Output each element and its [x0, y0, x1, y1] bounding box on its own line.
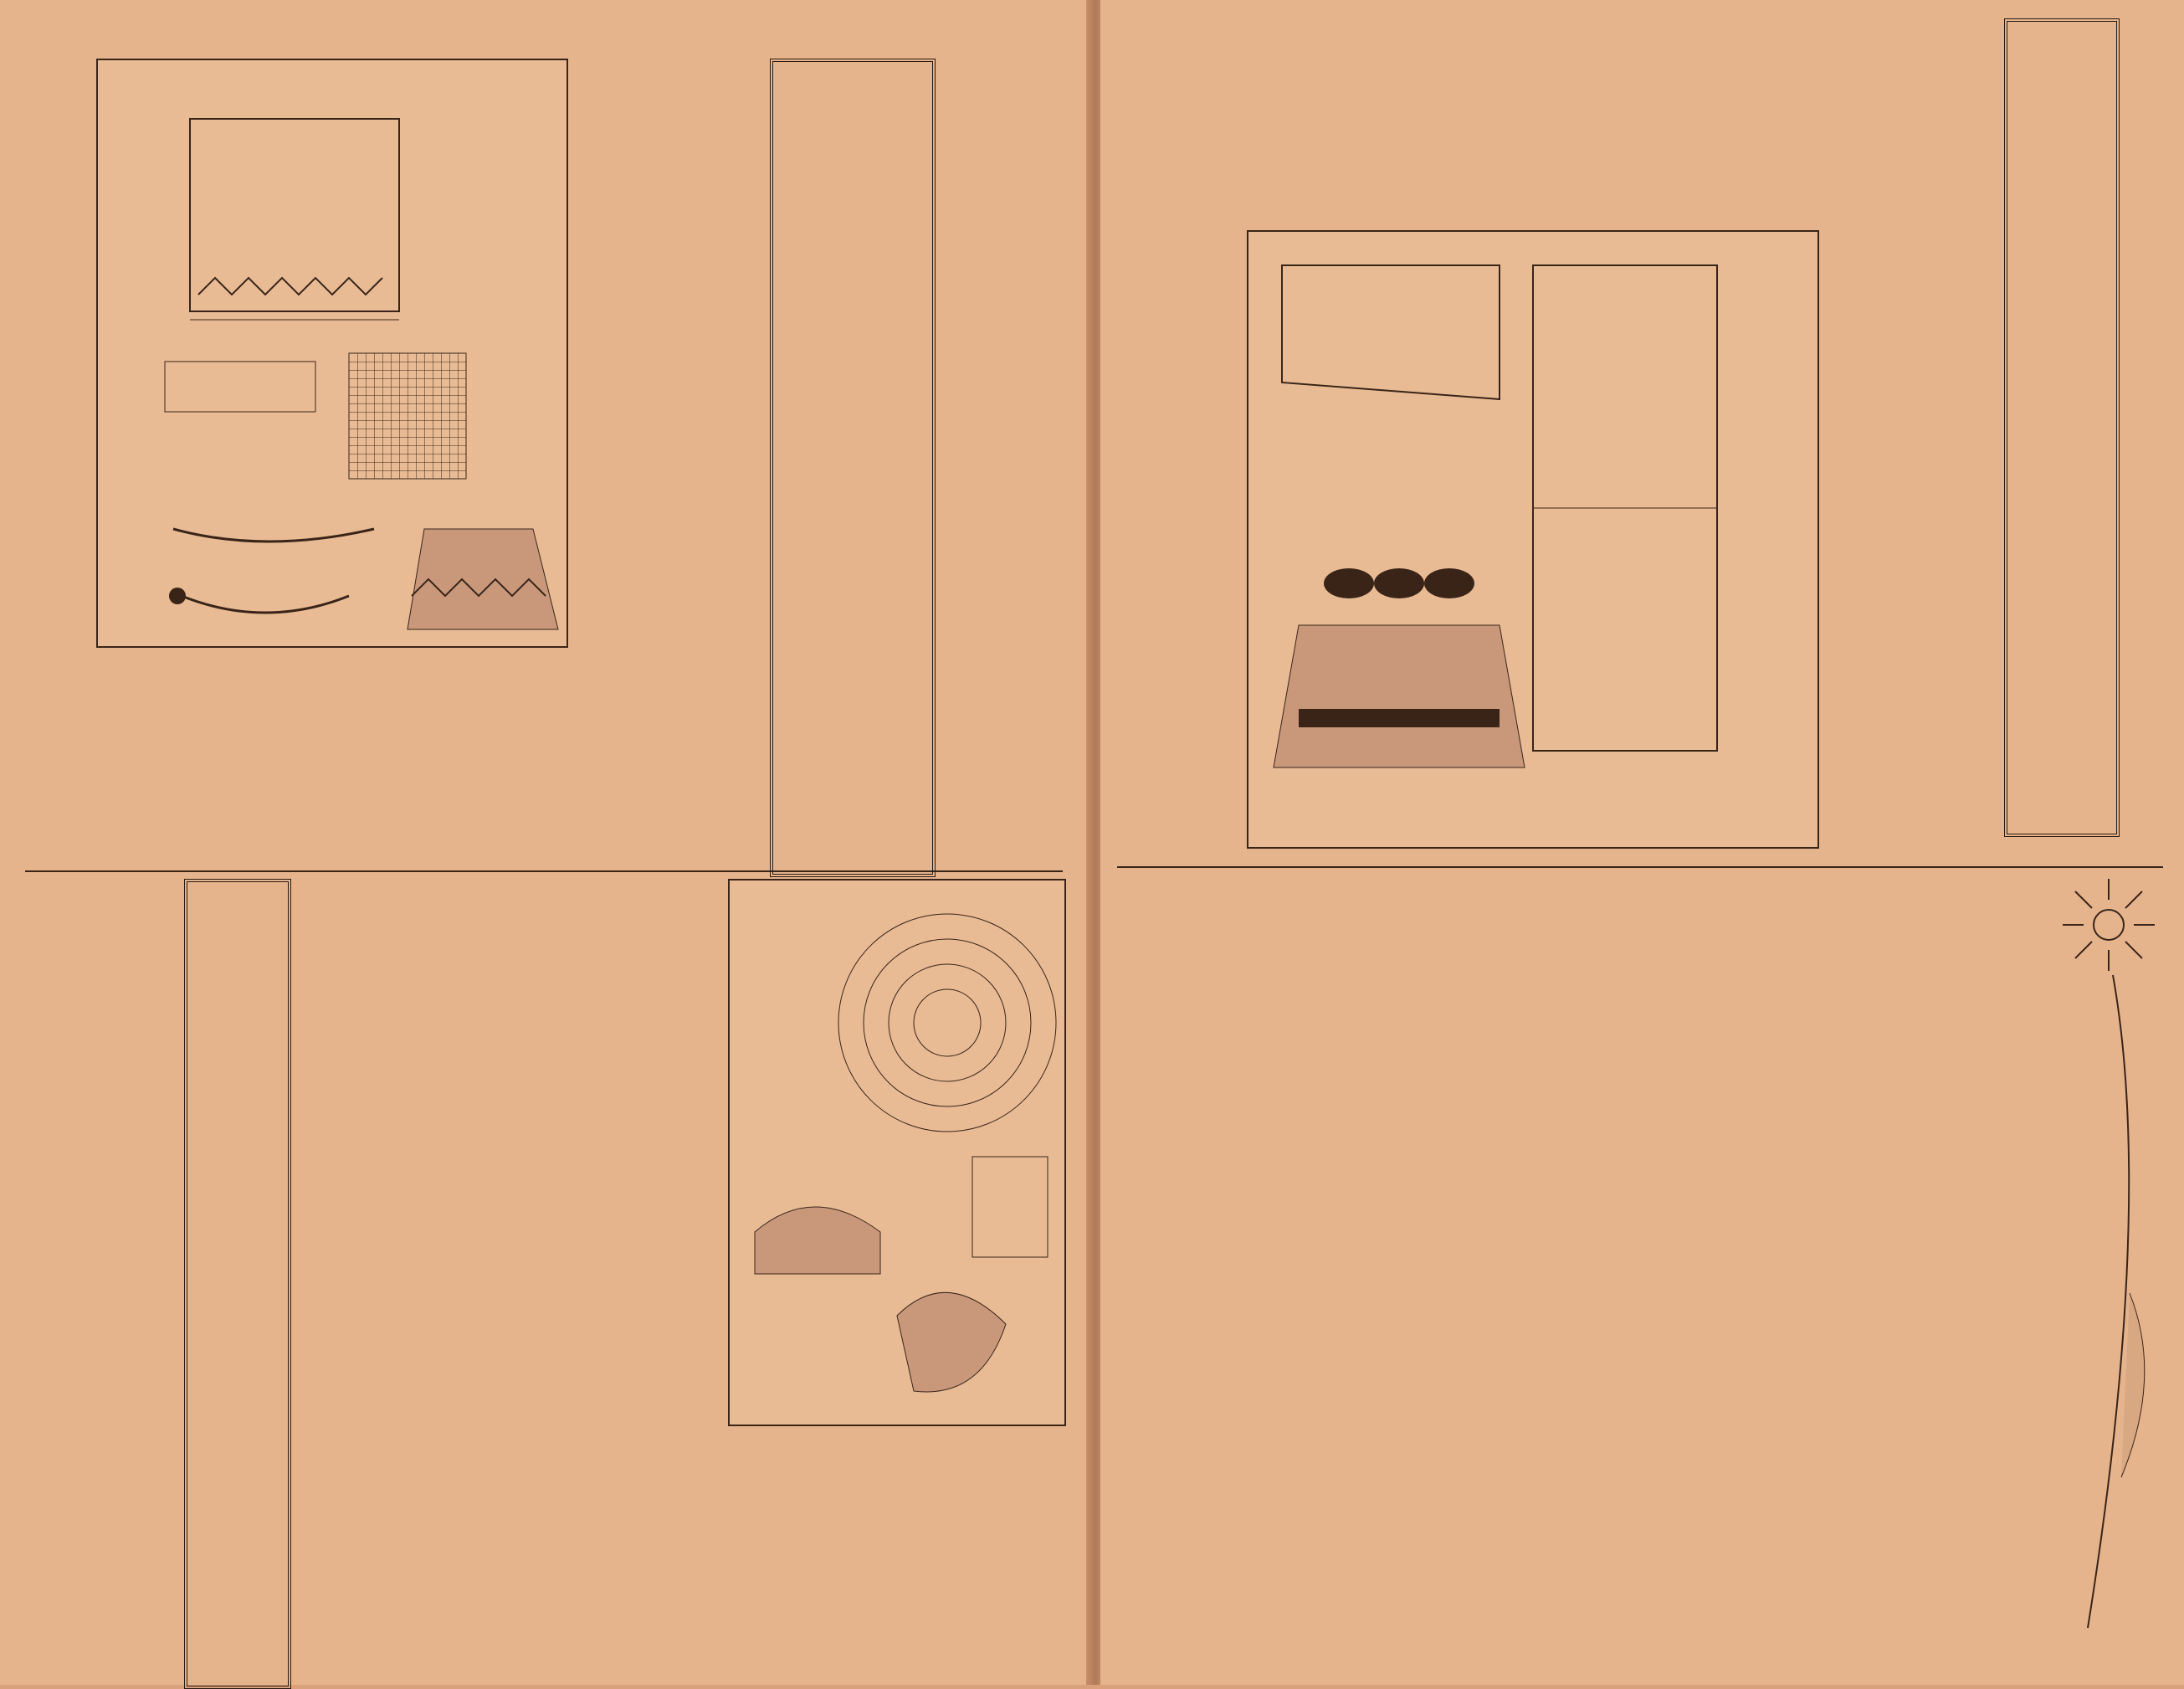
- sec1-intro: [1828, 25, 1996, 360]
- sweater-illustration: [1248, 232, 1817, 847]
- sweater-diagram-figure: [1247, 230, 1819, 849]
- section-2-title-box: [770, 59, 936, 877]
- left-page: [0, 0, 1088, 1685]
- cape-body-mid: [452, 469, 761, 862]
- flower-ornament-icon: [2054, 875, 2163, 1661]
- sec3-subhead: [117, 921, 167, 1172]
- hood-illustration: [730, 880, 1064, 1425]
- table-of-contents: [1117, 875, 2163, 1678]
- hood-body-bottom: [837, 1423, 1063, 1674]
- right-page: [1100, 0, 2184, 1685]
- sec3-body: [25, 879, 117, 1674]
- section-3-title-box: [184, 879, 291, 1689]
- upper-right-text: [937, 50, 1079, 444]
- section-1-title-box: [2004, 18, 2120, 837]
- sec1-rows: [1820, 368, 1996, 820]
- collar-body: [293, 879, 720, 1674]
- cape-body-left: [33, 50, 92, 870]
- hood-diagram-figure: [728, 879, 1066, 1426]
- sec1-method: [1142, 25, 1460, 230]
- divider: [1117, 866, 2163, 868]
- sec1-tail: [1134, 452, 1226, 837]
